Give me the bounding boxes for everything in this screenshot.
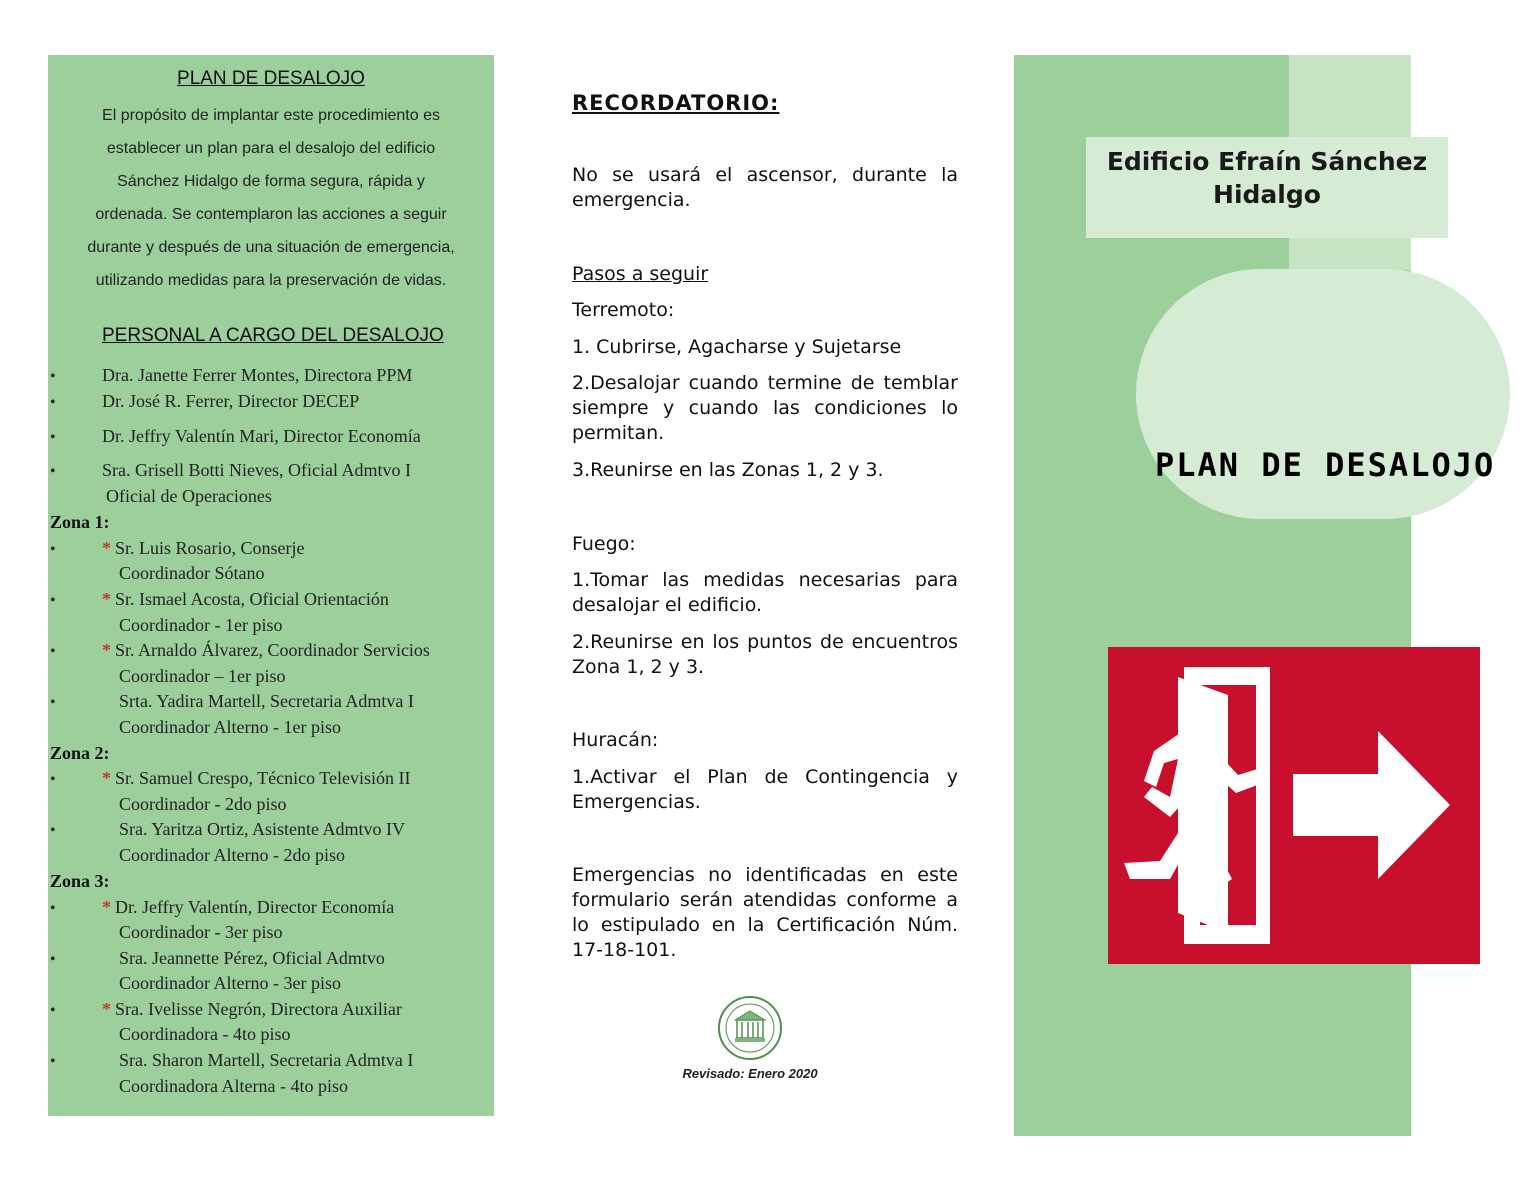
bullet: • xyxy=(50,592,56,609)
entry-role: Coordinador - 1er piso xyxy=(119,615,283,635)
entry-name: Dr. Jeffry Valentín, Director Economía xyxy=(115,897,395,917)
zone-entry xyxy=(102,999,402,1020)
entry-name: Sra. Yaritza Ortiz, Asistente Admtvo IV xyxy=(119,819,405,839)
staff-item-sub: Oficial de Operaciones xyxy=(106,486,272,506)
fire-step: 2.Reunirse en los puntos de encuentros Zona 1, 2 y 3. xyxy=(572,631,958,678)
emergency-exit-icon xyxy=(1108,647,1480,964)
building-name-line: Hidalgo xyxy=(1213,180,1321,209)
fire-step: 1.Tomar las medidas necesarias para desalojar el edificio. xyxy=(572,569,958,616)
entry-role: Coordinador – 1er piso xyxy=(119,666,286,686)
entry-role: Coordinador Sótano xyxy=(119,563,265,583)
entry-name: Sr. Luis Rosario, Conserje xyxy=(115,538,305,558)
building-name-line: Edificio Efraín Sánchez xyxy=(1106,147,1428,176)
bullet: • xyxy=(50,1053,56,1070)
primary-star-icon: * xyxy=(102,999,111,1019)
intro-paragraph xyxy=(54,99,488,297)
primary-star-icon: * xyxy=(102,538,111,558)
zone-entry xyxy=(102,538,305,559)
entry-name: Sr. Ismael Acosta, Oficial Orientación xyxy=(115,589,389,609)
building-title-box xyxy=(1086,137,1448,238)
hurricane-label: Huracán: xyxy=(572,729,659,751)
staff-item: Dr. Jeffry Valentín Mari, Director Economía xyxy=(102,426,421,446)
entry-role: Coordinador - 2do piso xyxy=(119,794,287,814)
intro-line: Sánchez Hidalgo de forma segura, rápida y xyxy=(117,173,425,190)
hurricane-step: 1.Activar el Plan de Contingencia y Emergencias. xyxy=(572,766,958,813)
recordatorio-heading: RECORDATORIO: xyxy=(572,91,780,115)
entry-name: Sr. Arnaldo Álvarez, Coordinador Servicios xyxy=(115,640,430,660)
entry-name: Sra. Sharon Martell, Secretaria Admtva I xyxy=(119,1050,414,1070)
entry-role: Coordinador Alterno - 3er piso xyxy=(119,973,341,993)
bullet: • xyxy=(50,822,56,839)
steps-heading: Pasos a seguir xyxy=(572,263,709,285)
zone-entry xyxy=(102,897,394,918)
left-panel-title: PLAN DE DESALOJO xyxy=(177,68,365,89)
bullet: • xyxy=(50,1002,56,1019)
bullet: • xyxy=(50,394,56,411)
fire-label: Fuego: xyxy=(572,533,636,555)
intro-line: ordenada. Se contemplaron las acciones a seguir xyxy=(95,206,447,223)
intro-line: establecer un plan para el desalojo del edificio xyxy=(106,140,436,157)
bullet: • xyxy=(50,771,56,788)
primary-star-icon: * xyxy=(102,640,111,660)
entry-name: Sr. Samuel Crespo, Técnico Televisión II xyxy=(115,768,411,788)
intro-line: durante y después de una situación de emergencia, xyxy=(87,239,455,256)
staff-item: Sra. Grisell Botti Nieves, Oficial Admtvo I xyxy=(102,460,411,480)
zone-entry xyxy=(102,640,430,661)
primary-star-icon: * xyxy=(102,589,111,609)
bullet: • xyxy=(50,643,56,660)
entry-name: Sra. Jeannette Pérez, Oficial Admtvo xyxy=(119,948,385,968)
bullet: • xyxy=(50,541,56,558)
cover-title: PLAN DE DESALOJO xyxy=(1155,446,1496,484)
staff-item: Dra. Janette Ferrer Montes, Directora PPM xyxy=(102,365,413,385)
intro-line: El propósito de implantar este procedimiento es xyxy=(102,107,440,124)
zone-heading: Zona 1: xyxy=(50,512,110,532)
earthquake-label: Terremoto: xyxy=(572,299,675,321)
entry-role: Coordinador - 3er piso xyxy=(119,922,283,942)
earthquake-step: 1. Cubrirse, Agacharse y Sujetarse xyxy=(572,336,902,358)
primary-star-icon: * xyxy=(102,768,111,788)
staff-item: Dr. José R. Ferrer, Director DECEP xyxy=(102,391,360,411)
bullet: • xyxy=(50,951,56,968)
primary-star-icon: * xyxy=(102,897,111,917)
bullet: • xyxy=(50,463,56,480)
bullet: • xyxy=(50,429,56,446)
zone-entry xyxy=(102,589,389,610)
revision-date: Revisado: Enero 2020 xyxy=(682,1066,818,1081)
intro-line: utilizando medidas para la preservación de vidas. xyxy=(95,272,447,289)
unidentified-emergencies-note: Emergencias no identificadas en este formulario serán atendidas conforme a lo estipulado en la Certificación Núm. 17-18-101. xyxy=(572,864,958,961)
zone-heading: Zona 2: xyxy=(50,743,110,763)
left-panel xyxy=(48,55,494,1116)
institution-seal-icon xyxy=(717,995,783,1061)
elevator-note: No se usará el ascensor, durante la emergencia. xyxy=(572,164,958,211)
zone-entry xyxy=(102,768,411,789)
entry-name: Sra. Ivelisse Negrón, Directora Auxiliar xyxy=(115,999,402,1019)
earthquake-step: 3.Reunirse en las Zonas 1, 2 y 3. xyxy=(572,459,884,481)
entry-name: Srta. Yadira Martell, Secretaria Admtva I xyxy=(119,691,414,711)
building-name xyxy=(1086,145,1448,211)
entry-role: Coordinador Alterno - 1er piso xyxy=(119,717,341,737)
bullet: • xyxy=(50,694,56,711)
entry-role: Coordinador Alterno - 2do piso xyxy=(119,845,345,865)
bullet: • xyxy=(50,900,56,917)
entry-role: Coordinadora - 4to piso xyxy=(119,1024,291,1044)
personal-heading: PERSONAL A CARGO DEL DESALOJO xyxy=(102,325,444,346)
zone-heading: Zona 3: xyxy=(50,871,110,891)
bullet: • xyxy=(50,368,56,385)
earthquake-step: 2.Desalojar cuando termine de temblar siempre y cuando las condiciones lo permitan. xyxy=(572,372,958,444)
entry-role: Coordinadora Alterna - 4to piso xyxy=(119,1076,348,1096)
